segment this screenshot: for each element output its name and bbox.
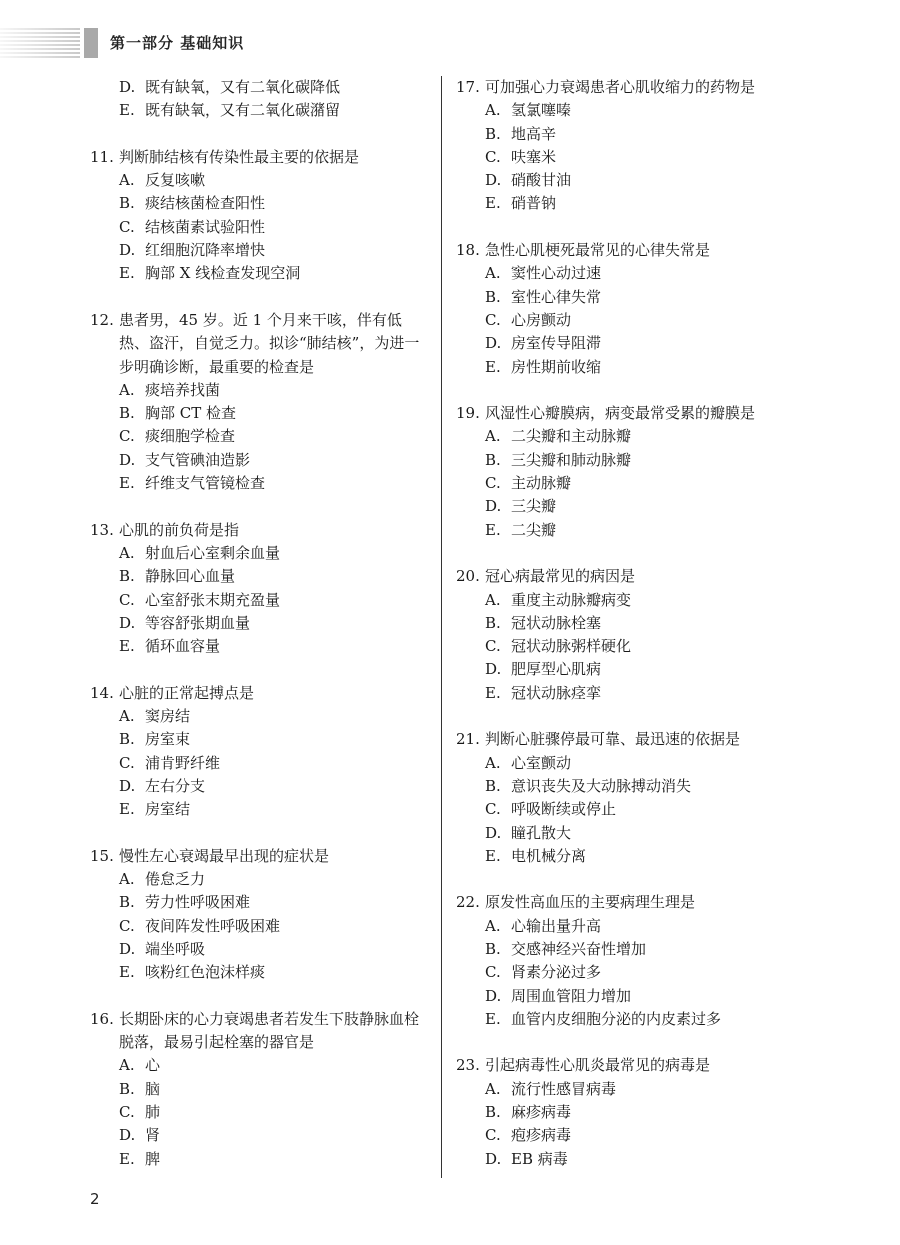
option-text: 既有缺氧，又有二氧化碳潴留 (145, 101, 341, 120)
option-letter: B. (119, 893, 135, 912)
answer-option (456, 752, 816, 775)
answer-option (90, 99, 430, 122)
answer-option (456, 612, 816, 635)
question-stem (90, 1008, 430, 1055)
question-number: 11. (90, 147, 114, 166)
question-item (90, 845, 430, 985)
option-text: 房性期前收缩 (511, 357, 602, 376)
option-letter: B. (119, 194, 135, 213)
option-letter: A. (485, 590, 501, 609)
answer-option (90, 76, 430, 99)
option-text: 左右分支 (145, 776, 206, 795)
question-stem (90, 519, 430, 542)
question-number: 22. (456, 893, 480, 912)
answer-option (90, 1101, 430, 1124)
option-text: 瞳孔散大 (511, 823, 572, 842)
option-text: 窦性心动过速 (511, 264, 602, 283)
option-letter: E. (119, 637, 135, 656)
answer-option (456, 775, 816, 798)
answer-option (90, 169, 430, 192)
question-stem (456, 728, 816, 751)
answer-option (456, 472, 816, 495)
option-letter: B. (119, 730, 135, 749)
option-letter: B. (485, 124, 501, 143)
option-text: 交感神经兴奋性增加 (511, 939, 647, 958)
option-text: 脾 (145, 1149, 161, 1168)
option-letter: C. (119, 217, 135, 236)
question-item (90, 146, 430, 286)
question-item (456, 891, 816, 1031)
question-number: 12. (90, 310, 114, 329)
option-text: 心室舒张末期充盈量 (145, 590, 281, 609)
option-text: 痰结核菌检查阳性 (145, 194, 266, 213)
option-text: 疱疹病毒 (511, 1126, 572, 1145)
answer-option (90, 635, 430, 658)
answer-option (90, 239, 430, 262)
option-letter: C. (485, 310, 501, 329)
option-letter: E. (485, 520, 501, 539)
answer-option (90, 705, 430, 728)
question-number: 16. (90, 1009, 114, 1028)
question-text: 急性心肌梗死最常见的心律失常是 (485, 241, 711, 260)
option-letter: A. (485, 753, 501, 772)
option-letter: C. (119, 753, 135, 772)
option-letter: B. (119, 567, 135, 586)
answer-option (456, 332, 816, 355)
answer-option (90, 728, 430, 751)
option-letter: A. (485, 427, 501, 446)
option-letter: D. (485, 171, 502, 190)
option-text: 流行性感冒病毒 (511, 1079, 617, 1098)
option-letter: A. (119, 1056, 135, 1075)
option-letter: B. (485, 939, 501, 958)
answer-option (456, 192, 816, 215)
option-text: 血管内皮细胞分泌的内皮素过多 (511, 1009, 722, 1028)
answer-option (456, 682, 816, 705)
option-text: 二尖瓣 (511, 520, 557, 539)
option-letter: D. (485, 334, 502, 353)
option-letter: D. (119, 1126, 136, 1145)
option-text: 循环血容量 (145, 637, 221, 656)
answer-option (456, 169, 816, 192)
question-text: 判断肺结核有传染性最主要的依据是 (119, 147, 360, 166)
answer-option (90, 1148, 430, 1171)
page-number: 2 (90, 1190, 100, 1208)
question-text: 心肌的前负荷是指 (119, 520, 240, 539)
question-text: 判断心脏骤停最可靠、最迅速的依据是 (485, 730, 741, 749)
option-text: 肺 (145, 1103, 161, 1122)
answer-option (456, 985, 816, 1008)
option-text: 硝普钠 (511, 194, 557, 213)
option-text: 胸部 CT 检查 (145, 404, 237, 423)
column-divider (441, 76, 442, 1178)
answer-option (456, 938, 816, 961)
answer-option (90, 262, 430, 285)
answer-option (90, 449, 430, 472)
option-text: 射血后心室剩余血量 (145, 543, 281, 562)
right-column (456, 76, 816, 1194)
question-number: 19. (456, 404, 480, 423)
option-letter: C. (485, 1126, 501, 1145)
option-text: 呋塞米 (511, 147, 557, 166)
answer-option (456, 123, 816, 146)
option-letter: D. (119, 450, 136, 469)
question-number: 20. (456, 567, 480, 586)
answer-option (456, 286, 816, 309)
option-letter: A. (485, 1079, 501, 1098)
question-item (456, 565, 816, 705)
option-text: 冠状动脉栓塞 (511, 613, 602, 632)
option-text: 硝酸甘油 (511, 171, 572, 190)
answer-option (456, 1078, 816, 1101)
question-item (90, 682, 430, 822)
answer-option (456, 495, 816, 518)
option-text: 劳力性呼吸困难 (145, 893, 251, 912)
option-letter: B. (119, 404, 135, 423)
option-letter: D. (119, 241, 136, 260)
option-letter: A. (119, 380, 135, 399)
question-item (90, 519, 430, 659)
option-text: 既有缺氧，又有二氧化碳降低 (145, 78, 341, 96)
header-block (84, 28, 98, 58)
question-text: 可加强心力衰竭患者心肌收缩力的药物是 (485, 78, 756, 96)
answer-option (456, 99, 816, 122)
answer-option (90, 565, 430, 588)
answer-option (456, 845, 816, 868)
option-letter: B. (485, 1103, 501, 1122)
question-text: 风湿性心瓣膜病，病变最常受累的瓣膜是 (485, 404, 756, 423)
option-text: 支气管碘油造影 (145, 450, 251, 469)
question-stem (456, 239, 816, 262)
option-letter: E. (119, 963, 135, 982)
question-number: 14. (90, 683, 114, 702)
question-item (90, 309, 430, 495)
answer-option (456, 961, 816, 984)
option-letter: C. (119, 590, 135, 609)
option-letter: D. (119, 776, 136, 795)
option-letter: E. (485, 194, 501, 213)
question-item (456, 402, 816, 542)
option-text: 房室传导阻滞 (511, 334, 602, 353)
question-stem (456, 402, 816, 425)
option-text: 氢氯噻嗪 (511, 101, 572, 120)
option-text: 二尖瓣和主动脉瓣 (511, 427, 632, 446)
option-letter: C. (485, 963, 501, 982)
answer-option (90, 216, 430, 239)
answer-option (456, 798, 816, 821)
question-stem (456, 891, 816, 914)
option-letter: D. (119, 78, 136, 96)
question-number: 21. (456, 730, 480, 749)
answer-option (90, 425, 430, 448)
question-stem (456, 76, 816, 99)
question-stem (456, 565, 816, 588)
option-letter: C. (485, 800, 501, 819)
question-number: 17. (456, 78, 480, 96)
answer-option (90, 915, 430, 938)
option-text: 主动脉瓣 (511, 474, 572, 493)
answer-option (90, 798, 430, 821)
option-letter: A. (119, 870, 135, 889)
answer-option (90, 379, 430, 402)
option-text: 房室结 (145, 800, 191, 819)
option-text: 冠状动脉粥样硬化 (511, 637, 632, 656)
option-letter: E. (485, 1009, 501, 1028)
option-text: 红细胞沉降率增快 (145, 241, 266, 260)
option-text: EB 病毒 (511, 1149, 568, 1168)
left-column (90, 76, 430, 1194)
option-text: 意识丧失及大动脉搏动消失 (511, 776, 692, 795)
option-text: 结核菌素试验阳性 (145, 217, 266, 236)
question-item (90, 1008, 430, 1171)
question-text: 慢性左心衰竭最早出现的症状是 (119, 846, 330, 865)
answer-option (90, 402, 430, 425)
answer-option (90, 1078, 430, 1101)
option-text: 静脉回心血量 (145, 567, 236, 586)
question-stem (90, 146, 430, 169)
answer-option (90, 891, 430, 914)
option-text: 窦房结 (145, 707, 191, 726)
answer-option (456, 635, 816, 658)
option-letter: D. (119, 939, 136, 958)
option-text: 浦肯野纤维 (145, 753, 221, 772)
answer-option (90, 868, 430, 891)
answer-option (456, 589, 816, 612)
answer-option (456, 1101, 816, 1124)
question-item (456, 76, 816, 216)
option-letter: A. (119, 543, 135, 562)
answer-option (90, 472, 430, 495)
option-text: 周围血管阻力增加 (511, 986, 632, 1005)
option-text: 室性心律失常 (511, 287, 602, 306)
question-text: 心脏的正常起搏点是 (119, 683, 255, 702)
answer-option (90, 542, 430, 565)
option-letter: D. (485, 986, 502, 1005)
option-text: 咳粉红色泡沫样痰 (145, 963, 266, 982)
option-text: 冠状动脉痉挛 (511, 683, 602, 702)
option-letter: E. (119, 1149, 135, 1168)
option-letter: D. (485, 497, 502, 516)
option-letter: D. (485, 823, 502, 842)
option-letter: C. (485, 474, 501, 493)
answer-option (456, 915, 816, 938)
question-number: 15. (90, 846, 114, 865)
option-text: 肾 (145, 1126, 161, 1145)
option-text: 心 (145, 1056, 161, 1075)
option-letter: C. (485, 637, 501, 656)
option-letter: E. (119, 474, 135, 493)
answer-option (90, 1054, 430, 1077)
option-letter: A. (119, 171, 135, 190)
answer-option (90, 589, 430, 612)
option-text: 三尖瓣和肺动脉瓣 (511, 450, 632, 469)
answer-option (456, 519, 816, 542)
question-text: 冠心病最常见的病因是 (485, 567, 636, 586)
answer-option (90, 775, 430, 798)
option-text: 麻疹病毒 (511, 1103, 572, 1122)
option-letter: A. (485, 264, 501, 283)
option-text: 肥厚型心肌病 (511, 660, 602, 679)
answer-option (456, 658, 816, 681)
option-text: 肾素分泌过多 (511, 963, 602, 982)
option-text: 等容舒张期血量 (145, 613, 251, 632)
option-letter: E. (485, 683, 501, 702)
answer-option (90, 612, 430, 635)
answer-option (456, 1124, 816, 1147)
option-text: 夜间阵发性呼吸困难 (145, 916, 281, 935)
answer-option (90, 938, 430, 961)
answer-option (456, 1008, 816, 1031)
option-text: 三尖瓣 (511, 497, 557, 516)
question-item (456, 239, 816, 379)
option-letter: D. (485, 660, 502, 679)
option-letter: E. (119, 101, 135, 120)
option-letter: C. (119, 1103, 135, 1122)
question-text: 长期卧床的心力衰竭患者若发生下肢静脉血栓脱落，最易引起栓塞的器官是 (119, 1009, 420, 1052)
continued-question (90, 76, 430, 123)
option-text: 胸部 X 线检查发现空洞 (145, 264, 301, 283)
option-letter: C. (485, 147, 501, 166)
question-text: 原发性高血压的主要病理生理是 (485, 893, 696, 912)
option-letter: B. (485, 287, 501, 306)
answer-option (90, 192, 430, 215)
answer-option (456, 356, 816, 379)
answer-option (456, 146, 816, 169)
option-letter: E. (485, 357, 501, 376)
option-text: 反复咳嗽 (145, 171, 206, 190)
option-text: 心房颤动 (511, 310, 572, 329)
option-letter: C. (119, 916, 135, 935)
option-text: 端坐呼吸 (145, 939, 206, 958)
header-decoration (0, 28, 80, 58)
option-text: 脑 (145, 1079, 161, 1098)
answer-option (90, 961, 430, 984)
option-text: 房室束 (145, 730, 191, 749)
option-letter: D. (485, 1149, 502, 1168)
option-text: 呼吸断续或停止 (511, 800, 617, 819)
option-text: 地高辛 (511, 124, 557, 143)
question-stem (90, 845, 430, 868)
option-letter: B. (485, 776, 501, 795)
question-number: 13. (90, 520, 114, 539)
option-letter: B. (485, 450, 501, 469)
question-item (456, 1054, 816, 1170)
option-text: 心室颤动 (511, 753, 572, 772)
option-text: 痰培养找菌 (145, 380, 221, 399)
answer-option (456, 449, 816, 472)
question-item (456, 728, 816, 868)
option-letter: E. (119, 800, 135, 819)
option-text: 倦怠乏力 (145, 870, 206, 889)
option-letter: A. (485, 916, 501, 935)
option-letter: A. (485, 101, 501, 120)
question-stem (456, 1054, 816, 1077)
option-text: 痰细胞学检查 (145, 427, 236, 446)
question-stem (90, 682, 430, 705)
option-text: 心输出量升高 (511, 916, 602, 935)
answer-option (456, 425, 816, 448)
answer-option (456, 822, 816, 845)
option-letter: D. (119, 613, 136, 632)
question-text: 引起病毒性心肌炎最常见的病毒是 (485, 1056, 711, 1075)
answer-option (90, 1124, 430, 1147)
question-stem (90, 309, 430, 379)
question-text: 患者男，45 岁。近 1 个月来干咳，伴有低热、盗汗，自觉乏力。拟诊“肺结核”，为进一步明确诊断，最重要的检查是 (119, 310, 420, 376)
option-letter: B. (485, 613, 501, 632)
answer-option (456, 309, 816, 332)
answer-option (456, 262, 816, 285)
option-text: 电机械分离 (511, 846, 587, 865)
option-text: 重度主动脉瓣病变 (511, 590, 632, 609)
option-letter: A. (119, 707, 135, 726)
answer-option (456, 1148, 816, 1171)
question-number: 18. (456, 241, 480, 260)
question-number: 23. (456, 1056, 480, 1075)
option-letter: C. (119, 427, 135, 446)
section-title: 第一部分 基础知识 (110, 34, 245, 52)
option-letter: B. (119, 1079, 135, 1098)
option-letter: E. (485, 846, 501, 865)
page-header (0, 28, 900, 62)
option-letter: E. (119, 264, 135, 283)
option-text: 纤维支气管镜检查 (145, 474, 266, 493)
answer-option (90, 752, 430, 775)
